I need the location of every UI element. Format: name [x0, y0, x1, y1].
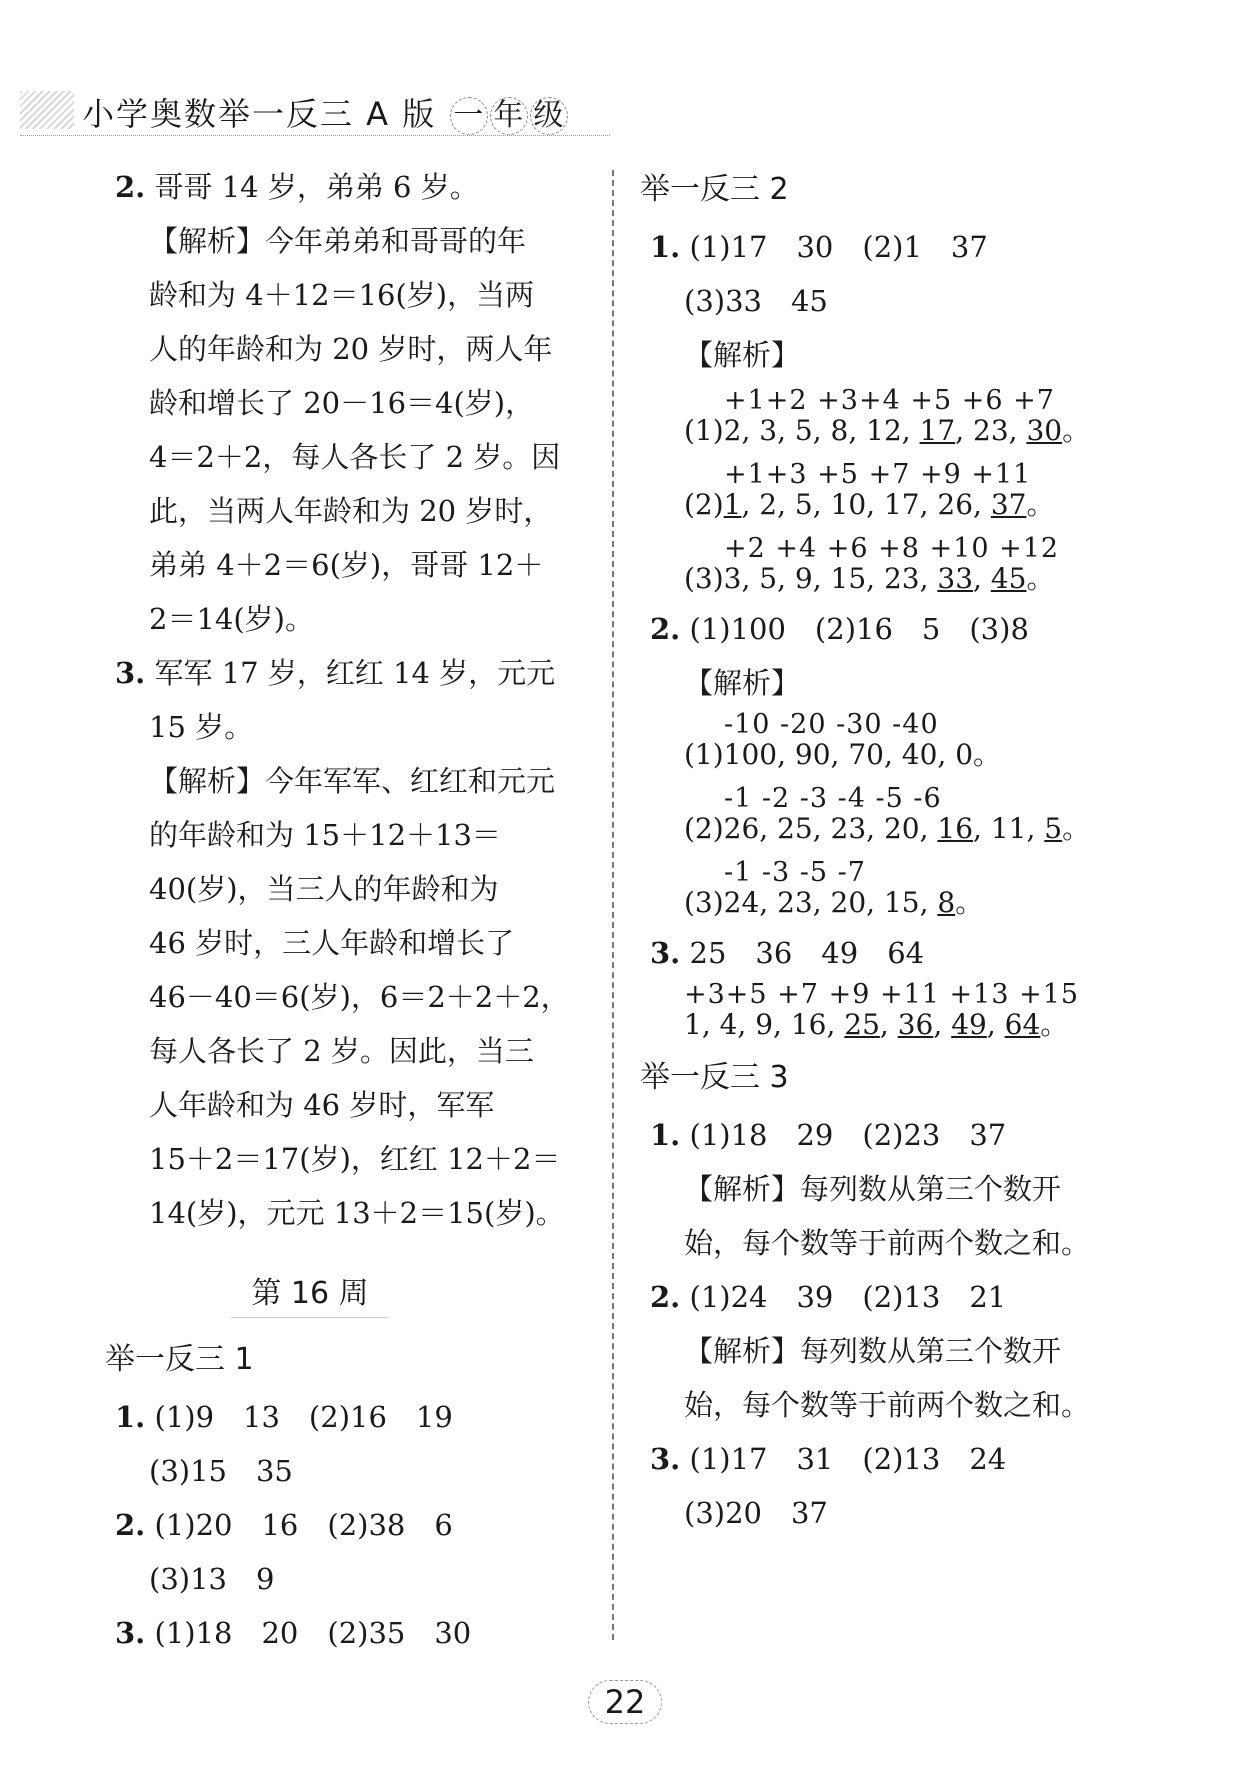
sequence-2: -10 -20 -30 -40 (1)100, 90, 70, 40, 0。 -1 -2 -3 -4 -5 -6 (2)26, 25, 23, 20, 16, 11, 5。 -1 -3 -5 -7 (3)24, 23, 20, 15, 8。	[650, 710, 1210, 918]
book-title: 小学奥数举一反三 A 版 一 年 级	[82, 89, 568, 135]
section-title-2: 举一反三 2	[640, 172, 789, 207]
page-header	[20, 85, 610, 135]
list-item: (3)20 37	[684, 1496, 828, 1530]
sequence-ops: +1+3 +5 +7 +9 +11	[724, 459, 1032, 490]
sequence-ops: -1 -2 -3 -4 -5 -6	[724, 783, 942, 814]
week-heading: 第 16 周	[95, 1268, 525, 1312]
list-item: 1. (1)17 30 (2)1 37	[650, 230, 988, 264]
list-item: 2. (1)20 16 (2)38 6	[115, 1508, 453, 1542]
list-item: 3. 25 36 49 64	[650, 936, 925, 970]
section-title-3: 举一反三 3	[640, 1060, 789, 1095]
list-item: 3. (1)18 20 (2)35 30	[115, 1616, 472, 1650]
sequence-ops: -10 -20 -30 -40	[724, 709, 939, 740]
list-item: 1. (1)18 29 (2)23 37	[650, 1118, 1007, 1152]
list-item: 1. (1)9 13 (2)16 19	[115, 1400, 453, 1434]
header-decoration	[20, 91, 74, 129]
header-rule	[20, 135, 610, 136]
grade-label: 一 年 级	[448, 95, 568, 135]
list-item: 2. (1)100 (2)16 5 (3)8	[650, 612, 1029, 646]
left-q2-analysis: 【解析】今年弟弟和哥哥的年 龄和为 4＋12＝16(岁)，当两 人的年龄和为 20 岁时，两人年 龄和增长了 20－16＝4(岁)， 4＝2＋2，每人各长了 2 岁。因 此，当两人年龄和为 20 岁时， 弟弟 4＋2＝6(岁)，哥哥 12＋ 2＝14(岁)。	[149, 224, 561, 636]
list-item: (3)15 35	[149, 1454, 293, 1488]
sequence-1: +1+2 +3+4 +5 +6 +7 (1)2, 3, 5, 8, 12, 17, 23, 30。 +1+3 +5 +7 +9 +11 (2)1, 2, 5, 10, 17, 26, 37。 +2 +4 +6 +8 +10 +12 (3)3, 5, 9, 15, 23, 33, 45。	[650, 386, 1210, 594]
list-item: 3. (1)17 31 (2)13 24	[650, 1442, 1007, 1476]
page-number: 22	[0, 1680, 1250, 1724]
sequence-3: +3+5 +7 +9 +11 +13 +15 1, 4, 9, 16, 25, 36, 49, 64。	[650, 980, 1210, 1040]
sequence-ops: -1 -3 -5 -7	[724, 857, 866, 888]
left-q2-answer: 2. 哥哥 14 岁，弟弟 6 岁。	[115, 170, 479, 204]
sequence-ops: +1+2 +3+4 +5 +6 +7	[724, 385, 1055, 416]
right-column: 举一反三 2 1. (1)17 30 (2)1 37 (3)33 45 【解析】 +1+2 +3+4 +5 +6 +7 (1)2, 3, 5, 8, 12, 17, 23, 30。 +1+3 +5 +7 +9 +11 (2)1, 2, 5, 10, 17, 26, 37。 +2 +4 +6 +8 +10 +12 (3)3, 5, 9, 15, 23, 33, 45。 2. (1)100 (2)16 5 (3)8 【解析】 -10 -20 -30 -40 (1)100, 90, 70, 40, 0。 -1 -2 -3 -4 -5 -6 (2)26, 25, 23, 20, 16, 11, 5。 -1 -3 -5 -7 (3)24, 23, 20, 15, 8。 3. 25 36 49 64 +3+5 +7 +9 +11 +13 +15 1, 4, 9, 16, 25, 36, 49, 64。 举一反三 3 1. (1)18 29 (2)23 37 【解析】每列数从第三个数开 始，每个数等于前两个数之和。 2. (1)24 39 (2)13 21 【解析】每列数从第三个数开 始，每个数等于前两个数之和。 3. (1)17 31 (2)13 24 (3)20 37	[650, 160, 1210, 1540]
sequence-ops: +2 +4 +6 +8 +10 +12	[724, 533, 1060, 564]
section-title-1: 举一反三 1	[105, 1342, 254, 1377]
left-q3-analysis: 【解析】今年军军、红红和元元 的年龄和为 15＋12＋13＝ 40(岁)，当三人的年龄和为 46 岁时，三人年龄和增长了 46－40＝6(岁)，6＝2＋2＋2， 每人各长了 2 岁。因此，当三 人年龄和为 46 岁时，军军 15＋2＝17(岁)，红红 12＋2＝ 14(岁)，元元 13＋2＝15(岁)。	[149, 764, 570, 1230]
analysis-label: 【解析】	[684, 666, 801, 700]
list-item: (3)33 45	[684, 284, 828, 318]
column-divider	[612, 170, 614, 1640]
left-column: 2. 哥哥 14 岁，弟弟 6 岁。 【解析】今年弟弟和哥哥的年 龄和为 4＋12＝16(岁)，当两 人的年龄和为 20 岁时，两人年 龄和增长了 20－16＝4(岁)， 4＝2＋2，每人各长了 2 岁。因 此，当两人年龄和为 20 岁时， 弟弟 4＋2＝6(岁)，哥哥 12＋ 2＝14(岁)。 3. 军军 17 岁，红红 14 岁，元元 15 岁。 【解析】今年军军、红红和元元 的年龄和为 15＋12＋13＝ 40(岁)，当三人的年龄和为 46 岁时，三人年龄和增长了 46－40＝6(岁)，6＝2＋2＋2， 每人各长了 2 岁。因此，当三 人年龄和为 46 岁时，军军 15＋2＝17(岁)，红红 12＋2＝ 14(岁)，元元 13＋2＝15(岁)。 第 16 周 举一反三 1 1. (1)9 13 (2)16 19 (3)15 35 2. (1)20 16 (2)38 6 (3)13 9 3. (1)18 20 (2)35 30	[115, 160, 585, 1660]
sequence-ops: +3+5 +7 +9 +11 +13 +15	[684, 979, 1080, 1010]
left-q3-answer: 3. 军军 17 岁，红红 14 岁，元元	[115, 656, 556, 690]
list-item: 2. (1)24 39 (2)13 21	[650, 1280, 1007, 1314]
list-item: (3)13 9	[149, 1562, 275, 1596]
analysis-label: 【解析】	[684, 338, 801, 372]
